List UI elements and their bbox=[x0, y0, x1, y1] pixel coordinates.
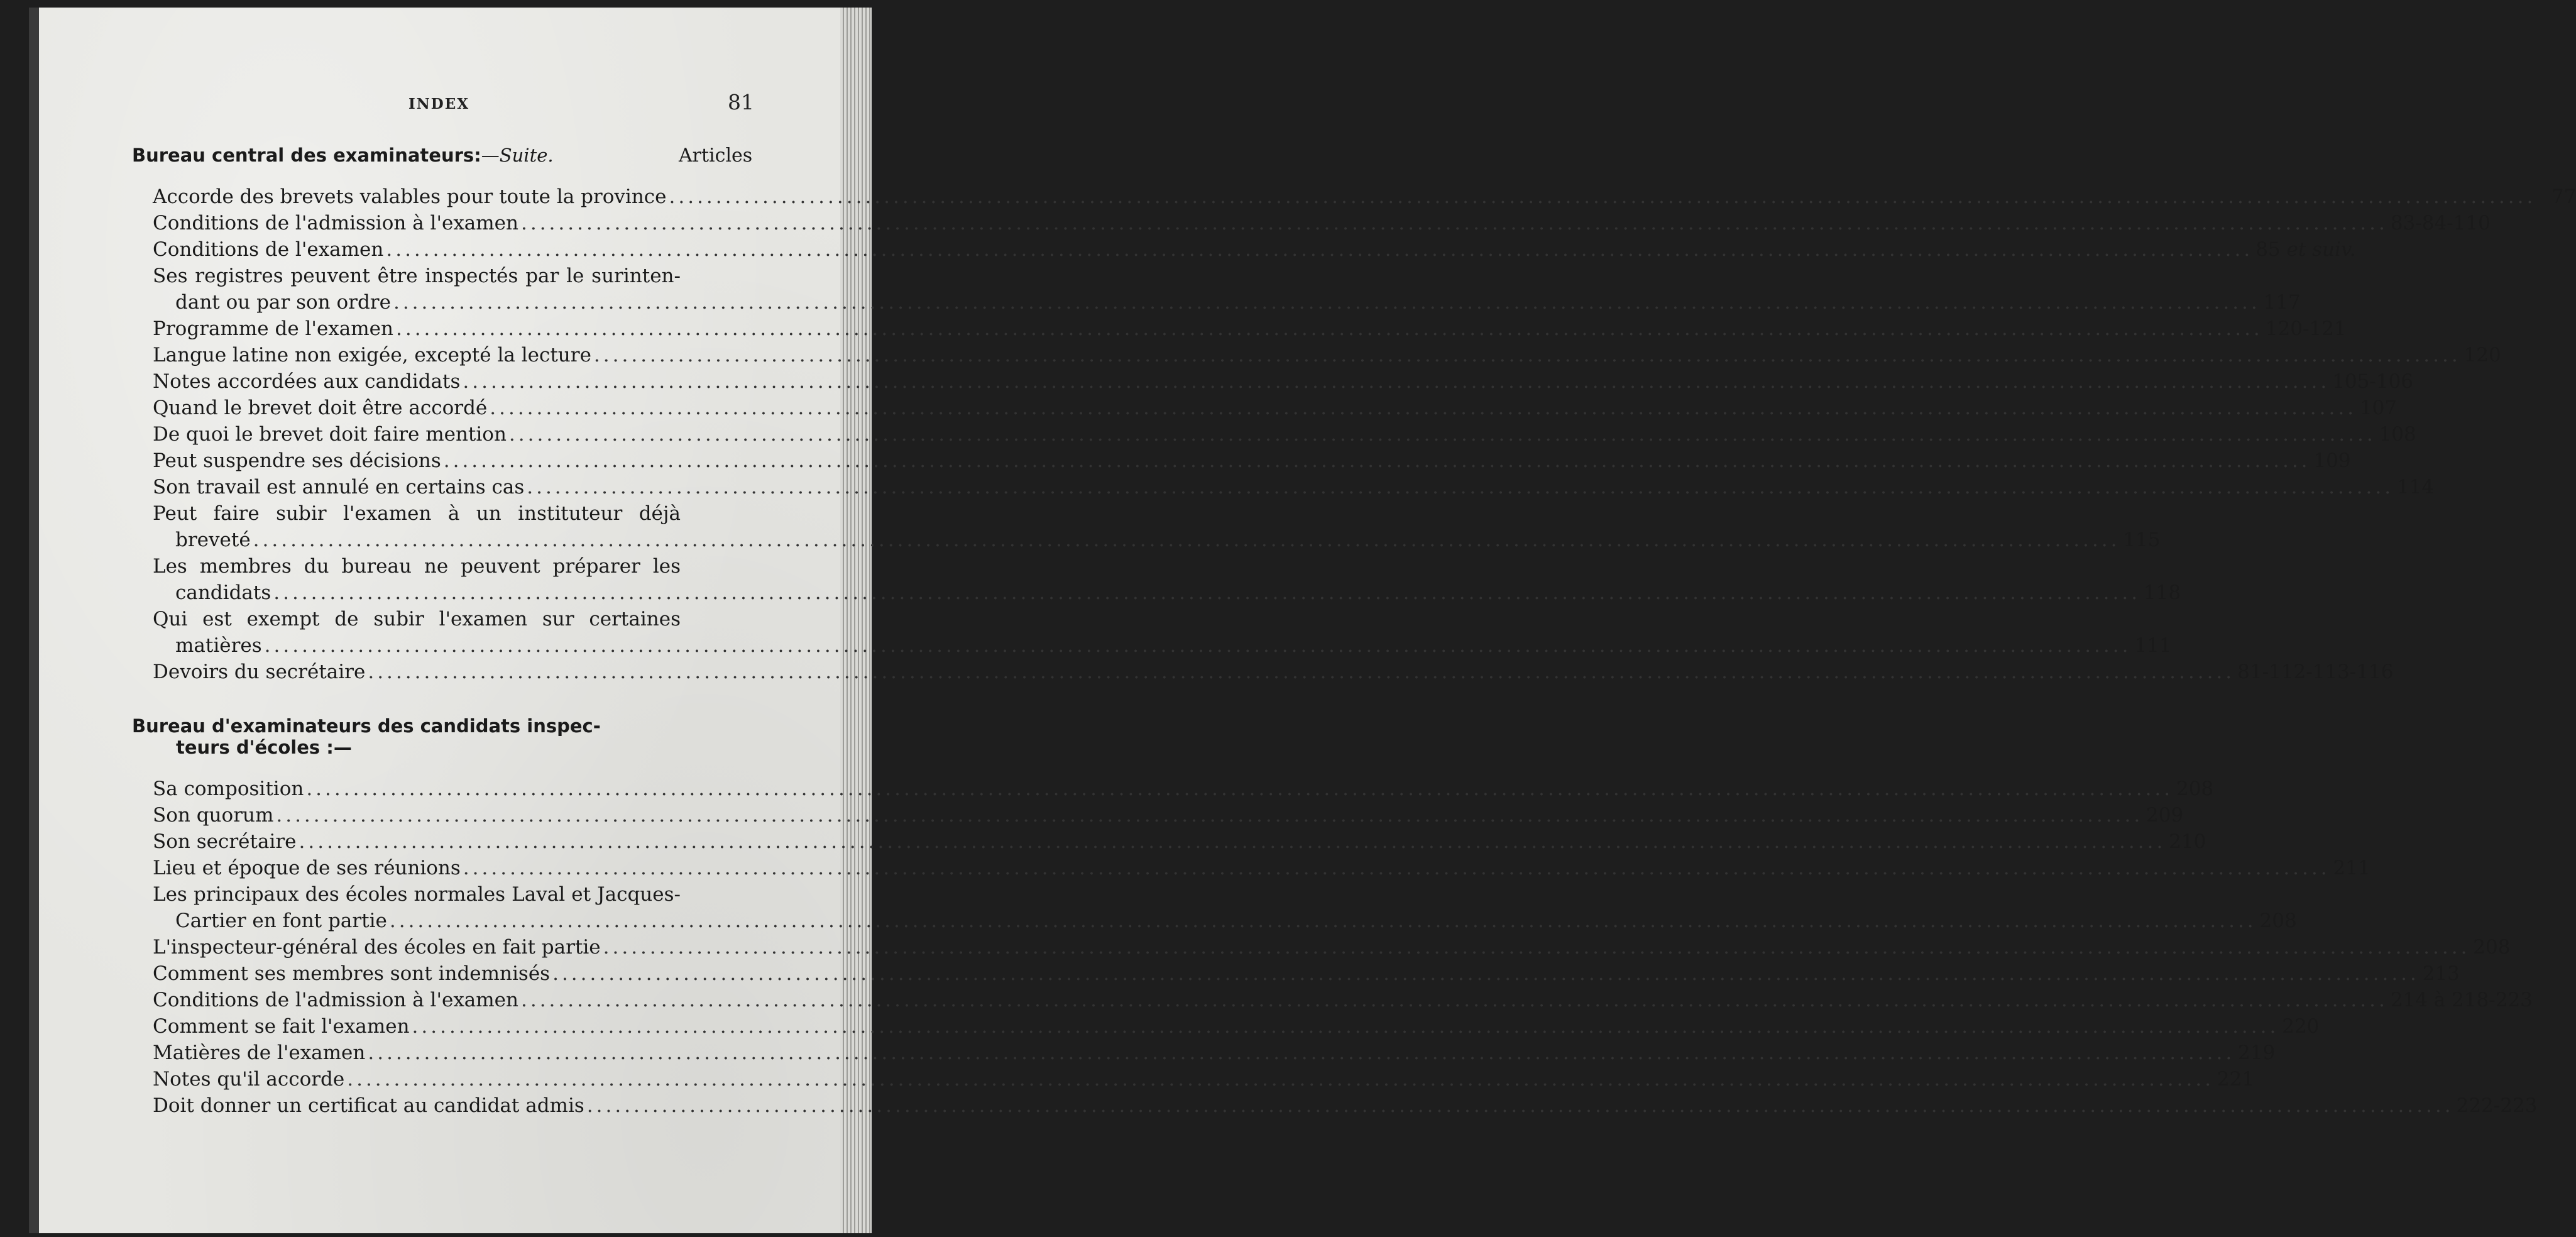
index-entry-reference bbox=[2333, 855, 2370, 881]
index-entry-label: De quoi le brevet doit faire mention bbox=[153, 423, 507, 446]
dot-leader: ........................................................................................................................................................................................................ bbox=[669, 185, 2536, 208]
index-entry-label: breveté bbox=[175, 529, 251, 551]
reference-number: 209 bbox=[2146, 804, 2184, 827]
dot-leader: ........................................................................................................................................................................................................ bbox=[603, 936, 2470, 959]
reference-number: 109 bbox=[2313, 449, 2351, 472]
index-entry-first-line: Ses registres peuvent être inspectés par le surinten- bbox=[153, 265, 681, 287]
index-entry-first-line: Qui est exempt de subir l'examen sur certaines bbox=[153, 608, 681, 630]
index-entry-label: L'inspecteur-général des écoles en fait partie bbox=[153, 936, 601, 959]
index-entry-reference bbox=[2237, 1040, 2275, 1066]
dot-leader: ........................................................................................................................................................................................................ bbox=[463, 370, 2330, 393]
index-entry-reference bbox=[2143, 580, 2181, 606]
reference-number: 220 bbox=[2282, 1015, 2320, 1038]
dot-leader: ........................................................................................................................................................................................................ bbox=[253, 529, 2120, 551]
section-heading-bureau-examinateurs bbox=[132, 715, 601, 758]
index-entry-label: Quand le brevet doit être accordé bbox=[153, 397, 488, 419]
reference-number: 115 bbox=[2123, 529, 2161, 551]
index-entry bbox=[153, 1013, 2320, 1040]
index-entry-label: dant ou par son ordre bbox=[175, 291, 391, 314]
reference-number: 105-106 bbox=[2332, 370, 2414, 393]
index-entry-reference bbox=[2146, 802, 2183, 828]
index-entry-label: candidats bbox=[175, 581, 271, 604]
index-entry-label: Conditions de l'admission à l'examen bbox=[153, 989, 518, 1011]
reference-number: 120 bbox=[2464, 344, 2501, 366]
dot-leader: ........................................................................................................................................................................................................ bbox=[552, 962, 2420, 985]
index-entry-reference bbox=[2396, 474, 2434, 500]
section-heading-text: Bureau central des examinateurs: bbox=[132, 145, 481, 166]
index-entry-label: Notes qu'il accorde bbox=[153, 1068, 345, 1091]
index-entry bbox=[153, 395, 2398, 421]
index-entry bbox=[153, 1040, 2276, 1066]
dot-leader: ........................................................................................................................................................................................................ bbox=[306, 778, 2174, 800]
reference-number: 83-84-110 bbox=[2390, 212, 2491, 234]
index-entry-reference bbox=[2464, 342, 2501, 368]
dot-leader: ........................................................................................................................................................................................................ bbox=[368, 661, 2235, 683]
dot-leader: ........................................................................................................................................................................................................ bbox=[299, 830, 2166, 853]
reference-number: 208 bbox=[2259, 910, 2297, 932]
section-heading-suffix: —Suite. bbox=[481, 145, 554, 166]
index-entries-section-1 bbox=[153, 184, 2576, 685]
index-entry bbox=[153, 934, 2511, 960]
index-entry-reference bbox=[2359, 395, 2397, 421]
index-entry-label: Accorde des brevets valables pour toute la province bbox=[153, 185, 667, 208]
reference-number: 107 bbox=[2359, 397, 2398, 419]
index-entry bbox=[153, 1066, 2255, 1092]
index-entry bbox=[153, 1092, 2538, 1119]
reference-number: 114 bbox=[2396, 476, 2435, 498]
reference-number: 214 à 218-223 bbox=[2390, 989, 2533, 1011]
index-entry bbox=[153, 580, 2181, 606]
index-entry-reference bbox=[2255, 236, 2356, 263]
index-entry-label: Sa composition bbox=[153, 778, 304, 800]
index-entry-label: Doit donner un certificat au candidat admis bbox=[153, 1094, 584, 1117]
section-heading-line-2: teurs d'écoles :— bbox=[176, 737, 352, 758]
index-entry-reference bbox=[2168, 828, 2206, 855]
dot-leader: ........................................................................................................................................................................................................ bbox=[521, 212, 2388, 234]
reference-number: 213 bbox=[2422, 962, 2460, 985]
reference-number: 120-121 bbox=[2265, 317, 2347, 340]
index-entry bbox=[153, 828, 2206, 855]
index-entry bbox=[153, 960, 2460, 987]
index-entry-label: Conditions de l'admission à l'examen bbox=[153, 212, 518, 234]
dot-leader: ........................................................................................................................................................................................................ bbox=[527, 476, 2394, 498]
dot-leader: ........................................................................................................................................................................................................ bbox=[395, 317, 2263, 340]
index-entry bbox=[153, 632, 2172, 659]
index-entry-reference bbox=[2456, 1092, 2538, 1119]
index-entry bbox=[153, 316, 2347, 342]
index-entry-label: Notes accordées aux candidats bbox=[153, 370, 461, 393]
index-entry bbox=[153, 342, 2501, 368]
index-entry bbox=[153, 802, 2184, 828]
dot-leader: ........................................................................................................................................................................................................ bbox=[593, 344, 2461, 366]
index-entry-reference bbox=[2390, 210, 2491, 236]
index-entry-label: matières bbox=[175, 634, 262, 657]
dot-leader: ........................................................................................................................................................................................................ bbox=[273, 581, 2141, 604]
dot-leader: ........................................................................................................................................................................................................ bbox=[443, 449, 2311, 472]
reference-number: 108 bbox=[2379, 423, 2416, 446]
dot-leader: ........................................................................................................................................................................................................ bbox=[412, 1015, 2279, 1038]
index-entry-reference bbox=[2313, 448, 2351, 474]
index-entry-label: Comment se fait l'examen bbox=[153, 1015, 410, 1038]
index-entry bbox=[153, 289, 2301, 316]
index-entry-reference bbox=[2422, 960, 2460, 987]
section-heading-line-1: Bureau d'examinateurs des candidats inspec- bbox=[132, 715, 601, 737]
reference-number: 85 bbox=[2255, 238, 2281, 261]
index-entry-first-line: Les principaux des écoles normales Laval et Jacques- bbox=[153, 883, 681, 906]
index-entry bbox=[153, 776, 2214, 802]
index-entry-reference bbox=[2379, 421, 2416, 448]
reference-number: 222-223 bbox=[2456, 1094, 2538, 1117]
index-entry-reference bbox=[2332, 368, 2414, 395]
index-entry-reference bbox=[2134, 632, 2171, 659]
index-entry-label: Peut suspendre ses décisions bbox=[153, 449, 441, 472]
index-entry-reference bbox=[2259, 908, 2297, 934]
dot-leader: ........................................................................................................................................................................................................ bbox=[393, 291, 2261, 314]
index-entry-first-line: Les membres du bureau ne peuvent préparer les bbox=[153, 555, 681, 578]
dot-leader: ........................................................................................................................................................................................................ bbox=[521, 989, 2388, 1011]
section-heading-bureau-central bbox=[132, 145, 554, 166]
reference-number: 208 bbox=[2176, 778, 2214, 800]
index-entry-reference bbox=[2237, 659, 2394, 685]
dot-leader: ........................................................................................................................................................................................................ bbox=[264, 634, 2132, 657]
index-entry-reference bbox=[2263, 289, 2301, 316]
index-entry bbox=[153, 421, 2416, 448]
reference-number: 211 bbox=[2333, 857, 2370, 879]
reference-number: 221 bbox=[2217, 1068, 2255, 1091]
reference-number: 210 bbox=[2169, 830, 2206, 853]
articles-column-label: Articles bbox=[679, 145, 753, 167]
index-entry bbox=[153, 448, 2351, 474]
index-entry bbox=[153, 210, 2491, 236]
index-entry bbox=[153, 184, 2576, 210]
dot-leader: ........................................................................................................................................................................................................ bbox=[389, 910, 2257, 932]
reference-number: 219 bbox=[2238, 1042, 2276, 1064]
index-entry-label: Lieu et époque de ses réunions bbox=[153, 857, 461, 879]
reference-number: 81-112-113-116 bbox=[2237, 661, 2394, 683]
index-entry-reference bbox=[2265, 316, 2347, 342]
index-entry-label: Langue latine non exigée, excepté la lecture bbox=[153, 344, 591, 366]
index-entry-label: Son travail est annulé en certains cas bbox=[153, 476, 525, 498]
reference-number: 77 bbox=[2551, 185, 2576, 208]
index-entry-label: Comment ses membres sont indemnisés bbox=[153, 962, 551, 985]
index-entry-reference bbox=[2390, 987, 2533, 1013]
index-entry bbox=[153, 474, 2435, 500]
index-entry-reference bbox=[2281, 1013, 2319, 1040]
reference-number: 118 bbox=[2143, 581, 2181, 604]
dot-leader: ........................................................................................................................................................................................................ bbox=[463, 857, 2330, 879]
reference-number: 111 bbox=[2134, 634, 2172, 657]
index-entry-label: Devoirs du secrétaire bbox=[153, 661, 366, 683]
index-entry-label: Son secrétaire bbox=[153, 830, 297, 853]
reference-suffix: et suiv. bbox=[2280, 238, 2356, 261]
index-entry bbox=[153, 659, 2394, 685]
index-entry-label: Cartier en font partie bbox=[175, 910, 387, 932]
reference-number: 208 bbox=[2473, 936, 2511, 959]
index-entry-reference bbox=[2538, 184, 2576, 210]
index-entry-label: Matières de l'examen bbox=[153, 1042, 366, 1064]
index-entry-reference bbox=[2122, 527, 2160, 553]
index-entry-reference bbox=[2176, 776, 2213, 802]
index-entry bbox=[153, 527, 2161, 553]
dot-leader: ........................................................................................................................................................................................................ bbox=[586, 1094, 2454, 1117]
dot-leader: ........................................................................................................................................................................................................ bbox=[490, 397, 2357, 419]
dot-leader: ........................................................................................................................................................................................................ bbox=[368, 1042, 2235, 1064]
index-entry-label: Conditions de l'examen bbox=[153, 238, 384, 261]
index-entry bbox=[153, 368, 2414, 395]
index-entry-label: Son quorum bbox=[153, 804, 274, 827]
index-entry bbox=[153, 908, 2297, 934]
dot-leader: ........................................................................................................................................................................................................ bbox=[386, 238, 2254, 261]
index-entry-reference bbox=[2217, 1066, 2254, 1092]
index-entry-first-line: Peut faire subir l'examen à un instituteur déjà bbox=[153, 502, 681, 525]
index-entry bbox=[153, 855, 2370, 881]
dot-leader: ........................................................................................................................................................................................................ bbox=[276, 804, 2144, 827]
index-entry-label: Programme de l'examen bbox=[153, 317, 393, 340]
page-number: 81 bbox=[728, 90, 754, 114]
index-entry bbox=[153, 987, 2533, 1013]
index-entry-reference bbox=[2472, 934, 2510, 960]
dot-leader: ........................................................................................................................................................................................................ bbox=[508, 423, 2376, 446]
reference-number: 117 bbox=[2263, 291, 2301, 314]
index-entries-section-2 bbox=[153, 776, 2538, 1119]
dot-leader: ........................................................................................................................................................................................................ bbox=[347, 1068, 2215, 1091]
index-entry bbox=[153, 236, 2356, 263]
running-header-title: INDEX bbox=[408, 96, 470, 113]
